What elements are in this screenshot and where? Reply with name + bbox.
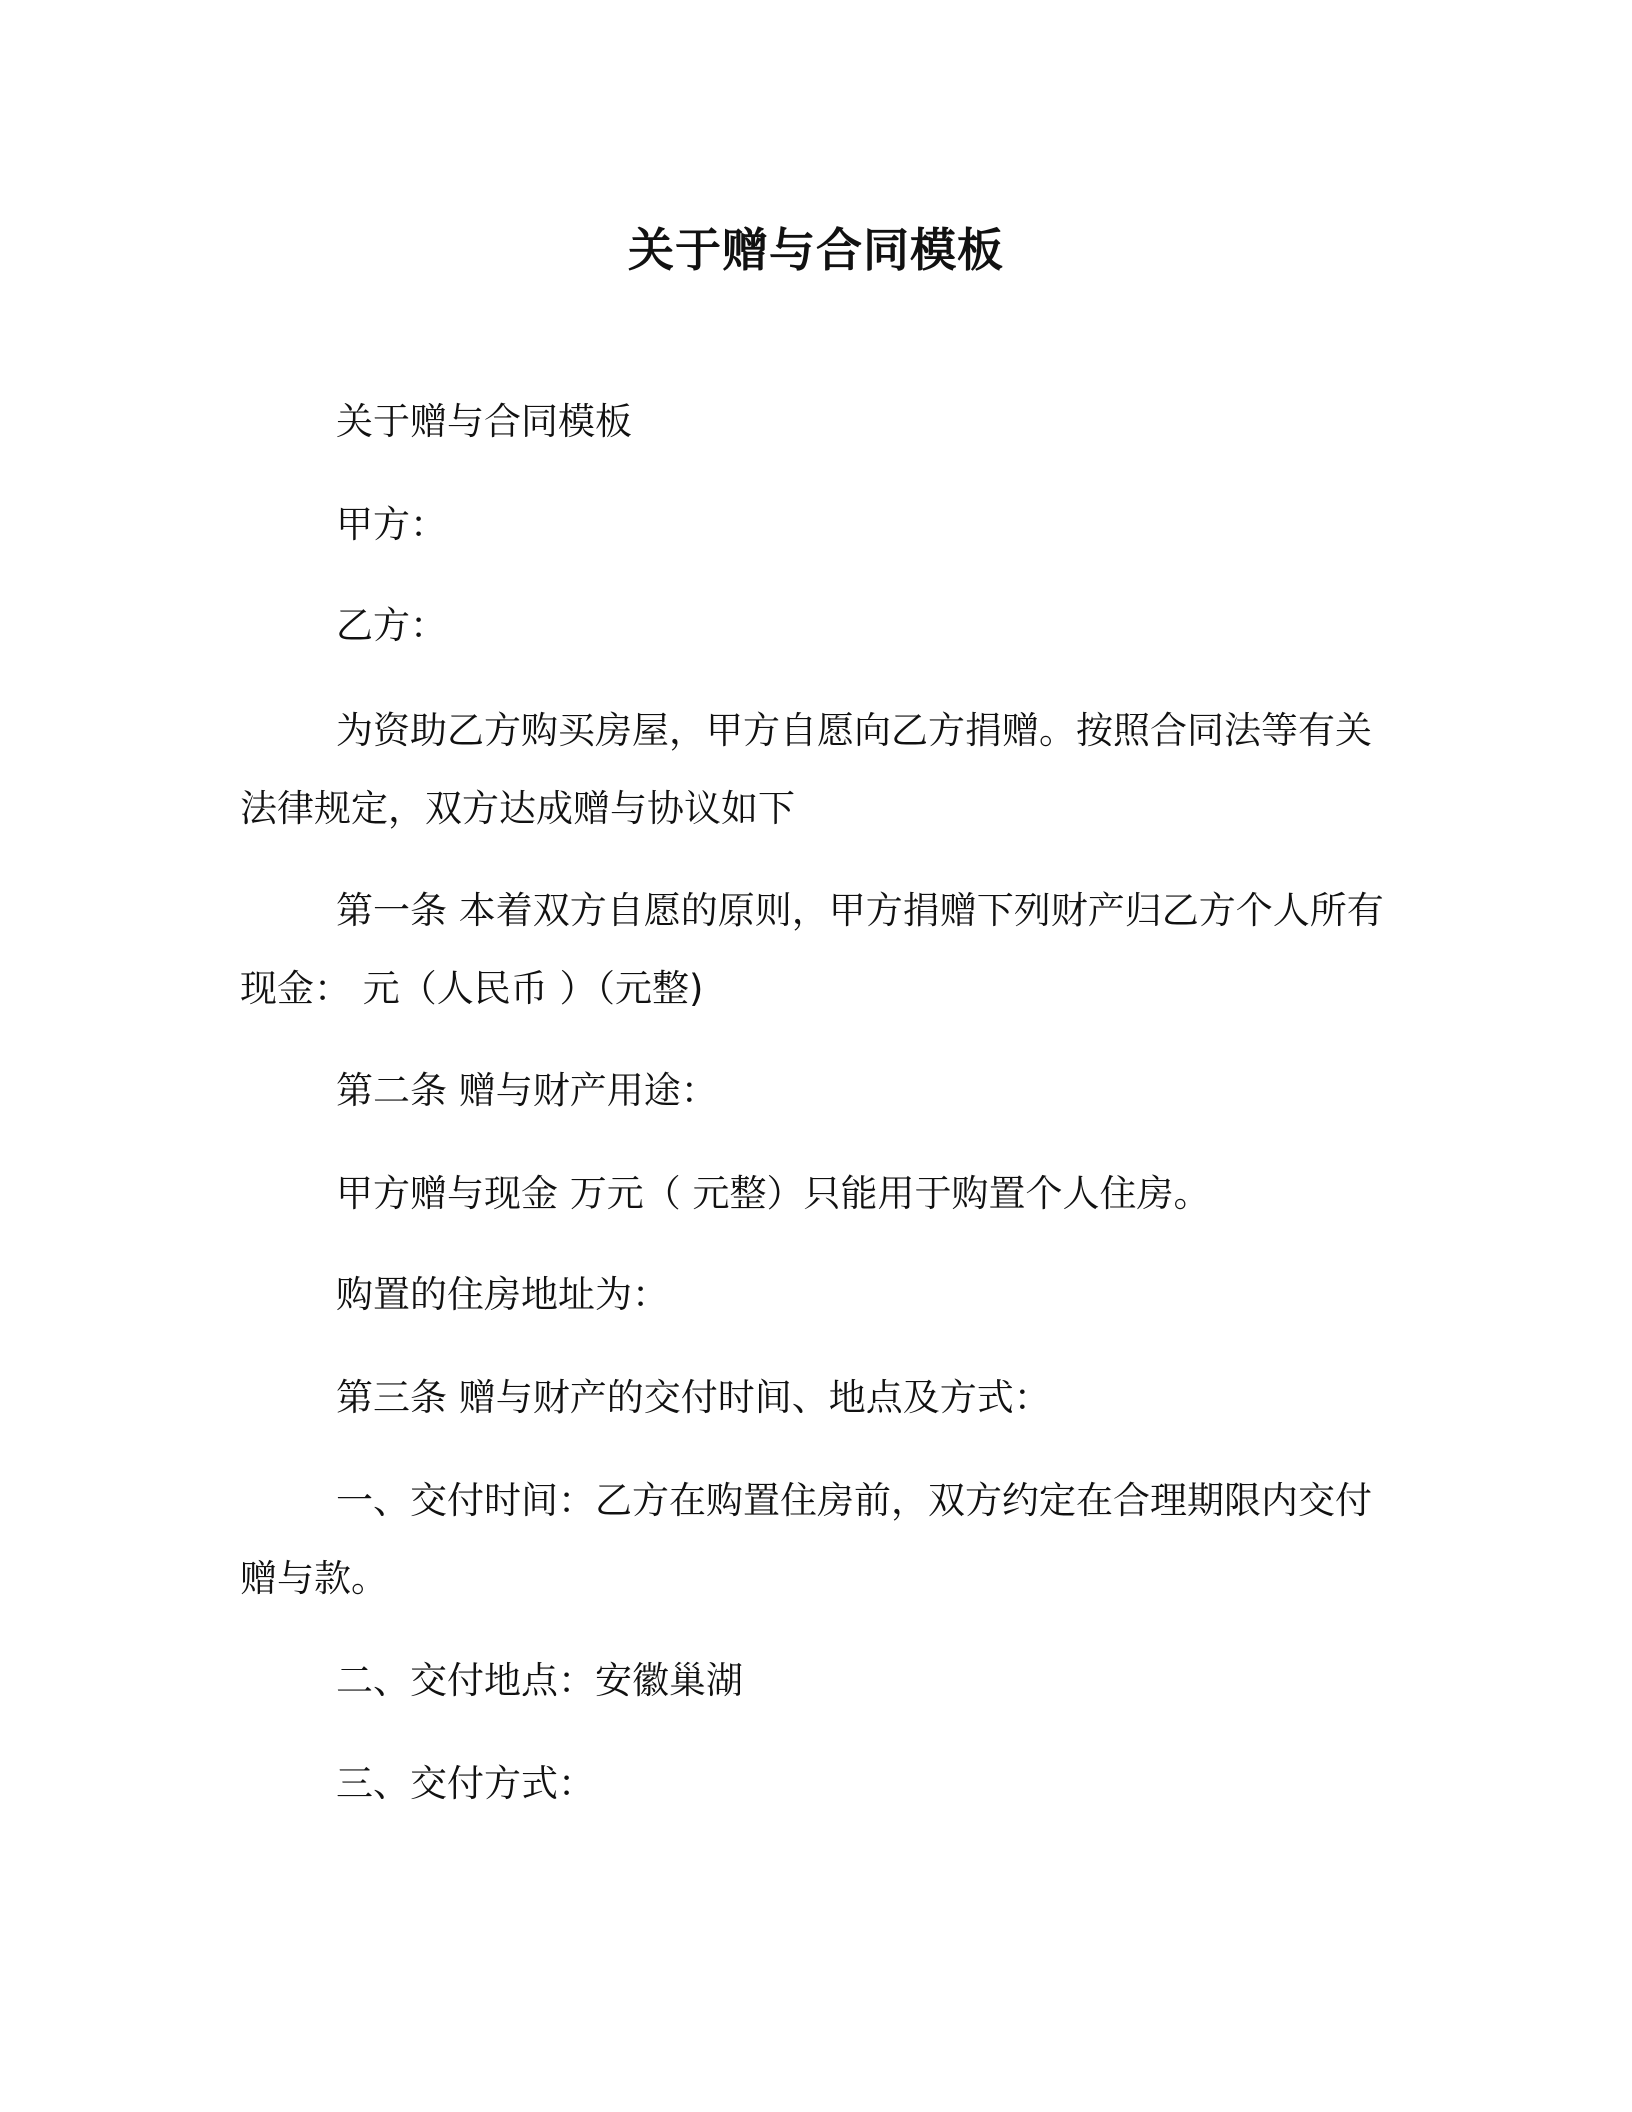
paragraph-preamble: 为资助乙方购买房屋，甲方自愿向乙方捐赠。按照合同法等有关法律规定，双方达成赠与协议如下 (240, 709, 1372, 830)
paragraph-house-address: 购置的住房地址为： (336, 1273, 669, 1316)
paragraph-article-1: 第一条 本着双方自愿的原则，甲方捐赠下列财产归乙方个人所有现金： 元（人民币 ）（元整) (240, 889, 1384, 1010)
paragraph-heading: 关于赠与合同模板 (336, 400, 632, 443)
paragraph-party-b: 乙方： (336, 604, 447, 647)
paragraph-party-a: 甲方： (336, 503, 447, 546)
document-title: 关于赠与合同模板 (628, 223, 1004, 277)
paragraph-article-3: 第三条 赠与财产的交付时间、地点及方式： (336, 1376, 1051, 1419)
paragraph-gift-usage: 甲方赠与现金 万元（ 元整）只能用于购置个人住房。 (336, 1172, 1211, 1215)
paragraph-delivery-time: 一、交付时间：乙方在购置住房前，双方约定在合理期限内交付赠与款。 (240, 1479, 1372, 1600)
paragraph-article-2: 第二条 赠与财产用途： (336, 1069, 718, 1112)
paragraph-delivery-method: 三、交付方式： (336, 1762, 595, 1805)
paragraph-delivery-place: 二、交付地点：安徽巢湖 (336, 1659, 743, 1702)
